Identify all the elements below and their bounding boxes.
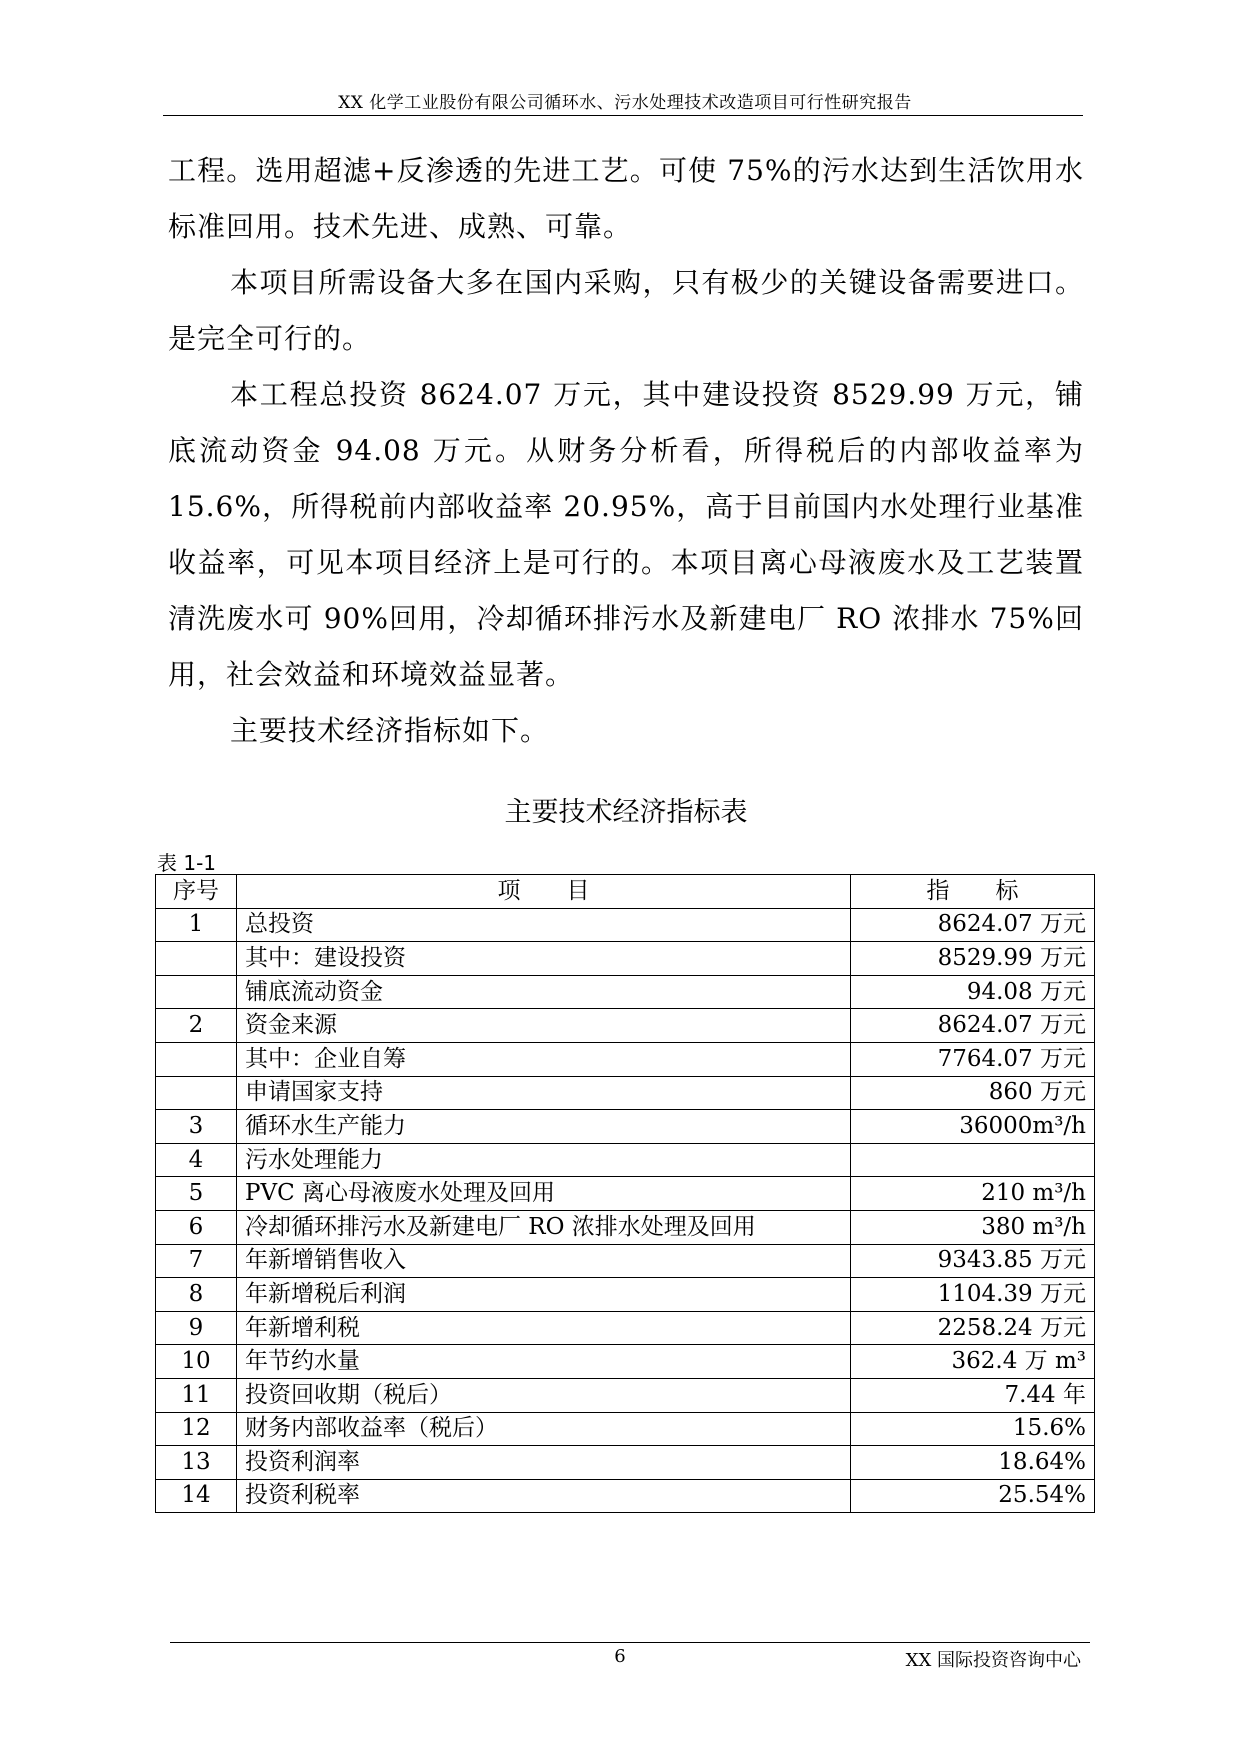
row-value: 7764.07 万元	[851, 1042, 1095, 1076]
table-row	[156, 1446, 1095, 1480]
row-seq: 3	[156, 1110, 237, 1144]
row-value: 1104.39 万元	[851, 1278, 1095, 1312]
header-divider	[163, 115, 1083, 116]
row-item: 年新增税后利润	[237, 1278, 851, 1312]
row-value: 18.64%	[851, 1446, 1095, 1480]
row-value: 860 万元	[851, 1076, 1095, 1110]
row-seq: 2	[156, 1009, 237, 1043]
table-row	[156, 1378, 1095, 1412]
row-seq	[156, 1042, 237, 1076]
row-item: 财务内部收益率（税后）	[237, 1412, 851, 1446]
row-seq: 12	[156, 1412, 237, 1446]
page-header-title: XX 化学工业股份有限公司循环水、污水处理技术改造项目可行性研究报告	[338, 93, 912, 113]
row-value: 380 m³/h	[851, 1210, 1095, 1244]
row-value: 25.54%	[851, 1479, 1095, 1513]
table-row	[156, 908, 1095, 942]
row-item: 投资利税率	[237, 1479, 851, 1513]
row-seq: 8	[156, 1278, 237, 1312]
paragraph: 工程。选用超滤+反渗透的先进工艺。可使 75%的污水达到生活饮用水标准回用。技术先进、成熟、可靠。	[168, 154, 1084, 243]
table-row	[156, 1009, 1095, 1043]
row-item: 投资利润率	[237, 1446, 851, 1480]
row-item: 冷却循环排污水及新建电厂 RO 浓排水处理及回用	[237, 1210, 851, 1244]
row-value: 2258.24 万元	[851, 1311, 1095, 1345]
row-item: 循环水生产能力	[237, 1110, 851, 1144]
row-value: 36000m³/h	[851, 1110, 1095, 1144]
table-title: 主要技术经济指标表	[504, 797, 748, 828]
row-value: 94.08 万元	[851, 975, 1095, 1009]
table-row	[156, 1110, 1095, 1144]
body-text	[168, 143, 1084, 759]
row-value: 362.4 万 m³	[851, 1345, 1095, 1379]
table-header-row	[156, 875, 1095, 909]
row-seq: 14	[156, 1479, 237, 1513]
indicators-table	[155, 874, 1095, 1513]
row-item: 年节约水量	[237, 1345, 851, 1379]
column-header-seq: 序号	[156, 875, 237, 909]
table-row	[156, 1479, 1095, 1513]
row-value: 210 m³/h	[851, 1177, 1095, 1211]
row-seq: 5	[156, 1177, 237, 1211]
row-seq: 9	[156, 1311, 237, 1345]
table-number: 表 1-1	[157, 851, 217, 875]
table-row	[156, 1412, 1095, 1446]
row-value	[851, 1143, 1095, 1177]
table-row	[156, 1076, 1095, 1110]
row-seq: 1	[156, 908, 237, 942]
row-seq: 13	[156, 1446, 237, 1480]
row-value: 8624.07 万元	[851, 1009, 1095, 1043]
paragraph: 本项目所需设备大多在国内采购，只有极少的关键设备需要进口。是完全可行的。	[168, 266, 1084, 355]
row-value: 7.44 年	[851, 1378, 1095, 1412]
table-row	[156, 1244, 1095, 1278]
table-row	[156, 1210, 1095, 1244]
row-seq	[156, 942, 237, 976]
row-item: 污水处理能力	[237, 1143, 851, 1177]
row-value: 8529.99 万元	[851, 942, 1095, 976]
footer-organization: XX 国际投资咨询中心	[905, 1650, 1081, 1671]
row-value: 9343.85 万元	[851, 1244, 1095, 1278]
row-item: 年新增销售收入	[237, 1244, 851, 1278]
row-item: 资金来源	[237, 1009, 851, 1043]
paragraph: 本工程总投资 8624.07 万元，其中建设投资 8529.99 万元，铺底流动资金 94.08 万元。从财务分析看，所得税后的内部收益率为 15.6%，所得税前内部收益率 20.95%，高于目前国内水处理行业基准收益率，可见本项目经济上是可行的。本项目离心母液废水及工艺装置清洗废水可 90%回用，冷却循环排污水及新建电厂 RO 浓排水 75%回用，社会效益和环境效益显著。	[168, 378, 1084, 691]
row-value: 8624.07 万元	[851, 908, 1095, 942]
row-item: 申请国家支持	[237, 1076, 851, 1110]
table-row	[156, 1177, 1095, 1211]
table-row	[156, 1345, 1095, 1379]
row-seq: 4	[156, 1143, 237, 1177]
row-seq: 7	[156, 1244, 237, 1278]
paragraph: 主要技术经济指标如下。	[230, 714, 550, 747]
row-item: PVC 离心母液废水处理及回用	[237, 1177, 851, 1211]
row-seq	[156, 975, 237, 1009]
row-seq: 10	[156, 1345, 237, 1379]
table-row	[156, 1143, 1095, 1177]
row-item: 铺底流动资金	[237, 975, 851, 1009]
row-item: 其中：建设投资	[237, 942, 851, 976]
table-row	[156, 1042, 1095, 1076]
row-item: 总投资	[237, 908, 851, 942]
row-seq	[156, 1076, 237, 1110]
page-number: 6	[614, 1646, 626, 1667]
column-header-item: 项 目	[237, 875, 851, 909]
row-item: 其中：企业自筹	[237, 1042, 851, 1076]
table-row	[156, 1278, 1095, 1312]
table-row	[156, 942, 1095, 976]
row-seq: 6	[156, 1210, 237, 1244]
row-seq: 11	[156, 1378, 237, 1412]
row-item: 年新增利税	[237, 1311, 851, 1345]
column-header-value: 指 标	[851, 875, 1095, 909]
row-value: 15.6%	[851, 1412, 1095, 1446]
row-item: 投资回收期（税后）	[237, 1378, 851, 1412]
table-row	[156, 1311, 1095, 1345]
table-row	[156, 975, 1095, 1009]
footer-divider	[170, 1642, 1090, 1643]
